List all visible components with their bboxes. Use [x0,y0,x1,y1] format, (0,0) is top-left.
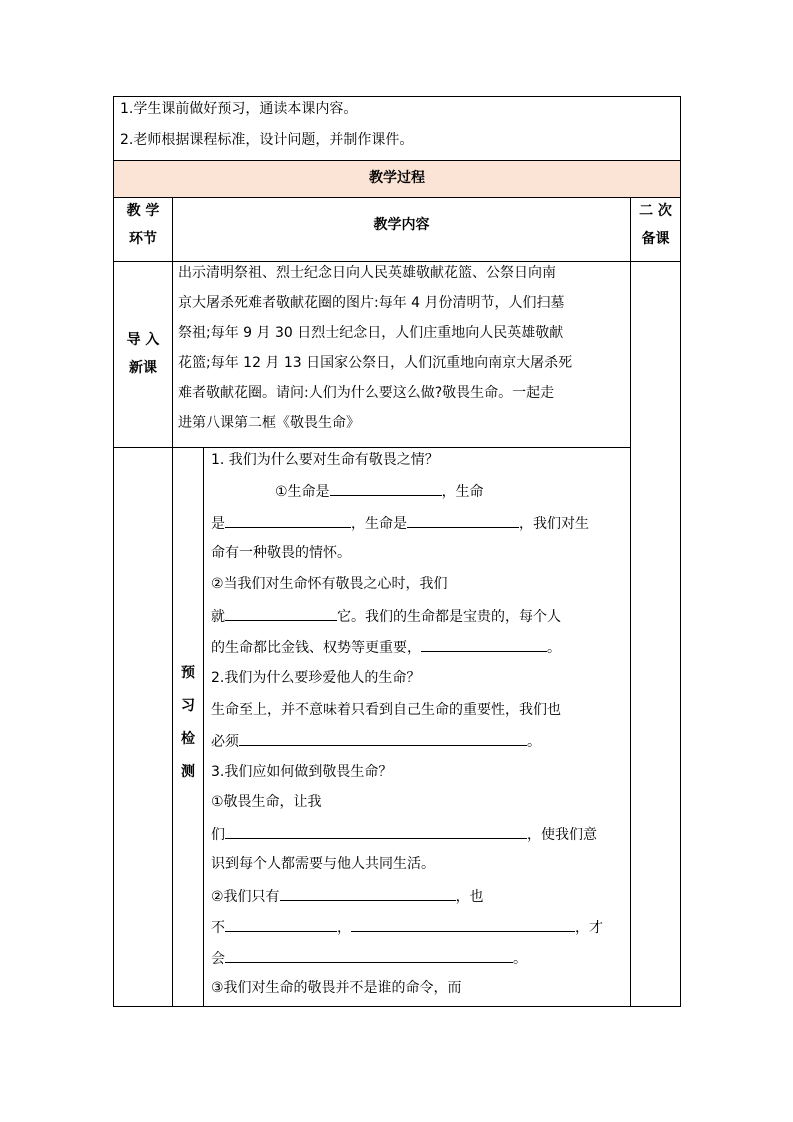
q1-f-text: 。 [547,640,561,656]
header-stage-line-1: 教 学 [126,203,160,219]
preview-label-char: 检 [181,731,195,747]
blank-field[interactable] [421,637,547,652]
intro-line: 出示清明祭祖、烈士纪念日向人民英雄敬献花篮、公祭日向南 [178,265,556,281]
blank-field[interactable] [225,917,337,932]
blank-field[interactable] [330,481,442,496]
prep-line-2: 2.老师根据课程标准，设计问题，并制作课件。 [120,132,414,148]
blank-field[interactable] [225,948,513,963]
blank-field[interactable] [351,917,575,932]
intro-label-line-2: 新课 [129,360,157,376]
blank-field[interactable] [225,513,351,528]
q3-line-d [211,886,484,907]
preview-label-char: 测 [181,764,195,780]
rule [114,197,680,198]
q1-a-text: ①生命是 [275,484,330,500]
rule [203,447,204,1006]
q3-b-text: ，使我们意 [527,827,597,843]
blank-field[interactable] [225,606,337,621]
q2-b-text: 。 [527,734,541,750]
header-content: 教学内容 [373,217,430,233]
q1-b-text: 是 [211,516,225,532]
prep-line-1: 1.学生课前做好预习，通读本课内容。 [120,101,358,117]
q1-line-f [211,637,561,658]
q3-line-e [211,917,603,938]
intro-line: 祭祖;每年 9 月 30 日烈士纪念日，人们庄重地向人民英雄敬献 [178,325,564,341]
rule [114,160,680,161]
intro-label-line-1: 导 入 [126,332,160,348]
preview-label-char: 预 [181,665,195,681]
q3-f-text: 会 [211,951,225,967]
rule [172,197,173,1006]
q2-b-text: 必须 [211,734,239,750]
q1-f-text: 的生命都比金钱、权势等更重要， [211,640,421,656]
blank-field[interactable] [280,886,456,901]
intro-line: 难者敬献花圈。请问:人们为什么要这么做?敬畏生命。一起走 [178,385,555,401]
header-stage-line-2: 环节 [129,231,157,247]
q3-line-a: ①敬畏生命，让我 [211,794,322,810]
q1-line-d: ②当我们对生命怀有敬畏之心时，我们 [211,576,448,592]
rule [114,261,680,262]
q1-line-c: 命有一种敬畏的情怀。 [211,545,351,561]
intro-line: 京大屠杀死难者敬献花圈的图片:每年 4 月份清明节，人们扫墓 [178,295,565,311]
intro-line: 进第八课第二框《敬畏生命》 [178,415,360,431]
q3-f-text: 。 [513,951,527,967]
q3-e-text: ， [337,920,351,936]
q1-b-text: ，我们对生 [519,516,589,532]
q1-e-text: 它。我们的生命都是宝贵的，每个人 [337,609,561,625]
q2-line-b [211,731,541,752]
blank-field[interactable] [225,824,527,839]
preview-label-char: 习 [181,698,195,714]
blank-field[interactable] [239,731,527,746]
q1-title: 1. 我们为什么要对生命有敬畏之情？ [211,452,439,468]
q2-line-a: 生命至上，并不意味着只看到自己生命的重要性，我们也 [211,702,561,718]
lesson-plan-table [113,96,681,1007]
q1-e-text: 就 [211,609,225,625]
q3-title: 3.我们应如何做到敬畏生命？ [211,764,393,780]
intro-line: 花篮;每年 12 月 13 日国家公祭日，人们沉重地向南京大屠杀死 [178,355,573,371]
blank-field[interactable] [407,513,519,528]
q1-line-b [211,513,589,534]
q1-a-text: ，生命 [441,484,484,500]
header-revision-line-2: 备课 [641,231,670,247]
q3-line-b [211,824,597,845]
q1-b-text: ，生命是 [351,516,407,532]
q3-d-text: ，也 [455,889,484,905]
q1-line-e [211,606,561,627]
header-revision-line-1: 二 次 [639,203,672,219]
q3-e-text: 不 [211,920,225,936]
rule [114,447,630,448]
q3-line-g: ③我们对生命的敬畏并不是谁的命令，而 [211,980,462,996]
q3-line-c: 识到每个人都需要与他人共同生活。 [211,856,435,872]
q2-title: 2.我们为什么要珍爱他人的生命？ [211,670,421,686]
process-title: 教学过程 [369,170,425,186]
q3-d-text: ②我们只有 [211,889,280,905]
q3-e-text: ，才 [575,920,603,936]
q3-b-text: 们 [211,827,225,843]
q1-line-a [275,481,484,502]
rule [630,197,631,1006]
q3-line-f [211,948,527,969]
